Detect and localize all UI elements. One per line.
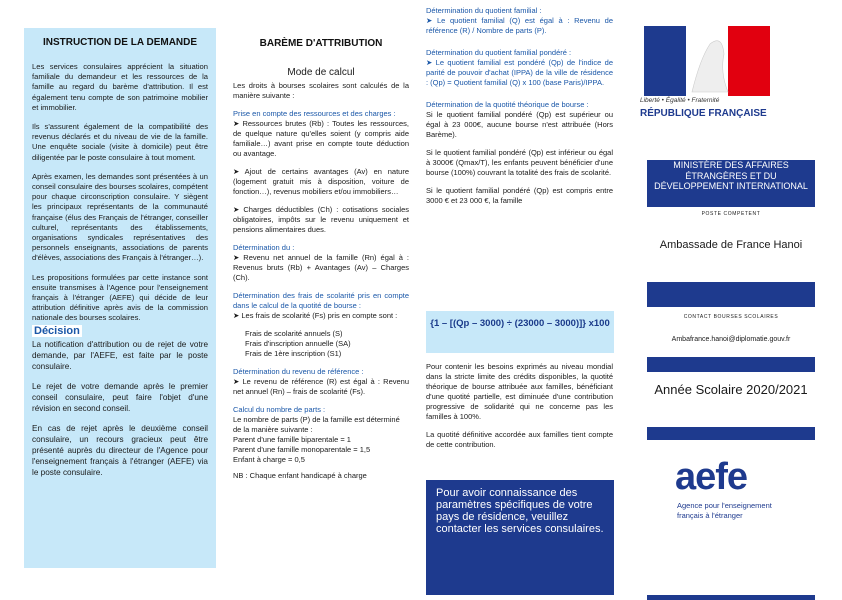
instruction-para-2: Ils s'assurent également de la compatibilité des revenus déclarés et du niveau de vie de la famille. Une enquête sociale (visite à domicile) peut être diligentée par le poste consulaire à tout moment. <box>32 122 208 162</box>
qt-para-2: Si le quotient familial pondéré (Qp) est inférieur ou égal à 3000€ (Qmax/T), les enfants peuvent bénéficier d'une bourse (100%) couvrant la totalité des frais de scolarité. <box>426 148 613 177</box>
quotity-formula: {1 – [(Qp – 3000) ÷ (23000 – 3000)]} x100 <box>426 311 614 353</box>
bareme-intro: Les droits à bourses scolaires sont calculés de la manière suivante : <box>233 81 409 100</box>
aefe-logo: aefe <box>675 456 748 498</box>
qfp-title: Détermination du quotient familial pondéré : <box>426 48 572 57</box>
fees-item: Les frais de scolarité (Fs) pris en compte sont : <box>241 311 398 320</box>
quotity-after <box>426 362 613 458</box>
contact-consular-box: Pour avoir connaissance des paramètres spécifiques de votre pays de résidence, veuillez contacter les services consulaires. <box>426 480 614 595</box>
instruction-heading: INSTRUCTION DE LA DEMANDE <box>42 37 198 48</box>
instruction-para-4: Les propositions formulées par cette instance sont ensuite transmises à l'Agence pour l'enseignement français à l'étranger (AEFE) qui décide de leur attribution définitive après avis de la commission nationale des bourses scolaires. <box>32 272 208 323</box>
resources-item-2: Ajout de certains avantages (Av) en nature (logement gratuit mis à disposition, voiture de fonction…), revenus mobiliers et/ou immobiliers… <box>233 167 409 196</box>
final-quotity-para: La quotité définitive accordée aux familles tient compte de cette contribution. <box>426 430 613 449</box>
instruction-para-1: Les services consulaires apprécient la situation familiale du demandeur et les ressources de la famille au regard du barème d'attribution. Il est également tenu compte de son patrimoine mobilier et immobilier. <box>32 62 208 112</box>
panel-bareme: BARÈME D'ATTRIBUTION Mode de calcul Les droits à bourses scolaires sont calculés de la manière suivante : Prise en compte des ressources et des charges : ➤ Ressources brutes (Rb) : Toutes les ressources, de quelque nature qu'elles soient (y compris aide familiale…) avant prise en compte toute déduction ou avantage. ➤ Ajout de certains avantages (Av) en nature (logement gratuit mis à disposition, voiture de fonction…), revenus mobiliers et/ou immobiliers… ➤ Charges déductibles (Ch) : cotisations sociales obligatoires, impôts sur le revenu uniquement et pensions alimentaires dues. Détermination du : ➤ Revenu net annuel de la famille (Rn) égal à : Revenus bruts (Rb) + Avantages (Av) – Charges (Ch). Détermination des frais de scolarité pris en compte dans le calcul de la quotité de bourse : ➤ Les frais de scolarité (Fs) pris en compte sont : Frais de scolarité annuels (S) Frais d'inscription annuelle (SA) Frais de 1ère inscription (S1) Détermination du revenu de référence : ➤ Le revenu de référence (R) est égal à : Revenu net annuel (Rn) – frais de scolarité (Fs). Calcul du nombre de parts : Le nombre de parts (P) de la famille est déterminé de la manière suivante : Parent d'une famille biparentale = 1 Parent d'une famille monoparentale = 1,5 Enfant à charge = 0,5 NB : Chaque enfant handicapé à charge <box>233 38 409 480</box>
reference-income-title: Détermination du revenu de référence : <box>233 367 364 376</box>
aefe-tagline: Agence pour l'enseignement français à l'étranger <box>677 501 772 520</box>
qfp-item: Le quotient familial est pondéré (Qp) de l'indice de parité de pouvoir d'achat (IPPA) de la ville de résidence : (Qp) = Quotient familial (Q) x 100 (base Paris)/IPPA. <box>426 58 613 87</box>
school-year: Année Scolaire 2020/2021 <box>654 382 808 397</box>
resources-title: Prise en compte des ressources et des charges : <box>233 109 396 118</box>
parts-line: Parent d'une famille monoparentale = 1,5 <box>233 445 371 454</box>
bareme-heading: BARÈME D'ATTRIBUTION <box>259 38 383 49</box>
fees-list-item: Frais de scolarité annuels (S) <box>245 329 343 338</box>
instruction-para-5: La notification d'attribution ou de rejet de votre demande, par l'AEFE, est faite par le poste consulaire. <box>32 339 208 371</box>
poste-box <box>647 207 815 282</box>
school-year-box <box>647 372 815 427</box>
fees-title: Détermination des frais de scolarité pris en compte dans le calcul de la quotité de bourse : <box>233 291 409 310</box>
qt-title: Détermination de la quotité théorique de bourse : <box>426 100 589 109</box>
instruction-para-7: En cas de rejet après le deuxième conseil consulaire, un recours gracieux peut être présenté auprès du directeur de l'Agence pour l'enseignement français à l'étranger (AEFE) via le poste consulaire. <box>32 423 208 477</box>
net-income-item: Revenu net annuel de la famille (Rn) égal à : Revenus bruts (Rb) + Avantages (Av) – Charges (Ch). <box>233 253 409 282</box>
reference-income-item: Le revenu de référence (R) est égal à : Revenu net annuel (Rn) – frais de scolarité (Fs). <box>233 377 409 396</box>
instruction-para-3: Après examen, les demandes sont présentées à un conseil consulaire des bourses scolaires, compétent pour chaque circonscription consulaire. Y siègent les principaux représentants de la communauté française (élus des Français de l'étranger, conseiller culturel, représentants des établissements, organisations syndicales représentatives des personnels enseignants, associations de parents d'élèves, associations des Français à l'étranger…). <box>32 171 208 263</box>
panel-instruction <box>24 28 216 568</box>
qf-item: Le quotient familial (Q) est égal à : Revenu de référence (R) / Nombre de parts (P). <box>426 16 613 35</box>
aefe-box <box>647 440 815 595</box>
poste-label: POSTE COMPETENT <box>701 211 761 217</box>
net-income-title: Détermination du : <box>233 243 295 252</box>
resources-item-1: Ressources brutes (Rb) : Toutes les ressources, de quelque nature qu'elles soient (y compris aide familiale…) avant prise en compte toute déduction ou avantage. <box>233 119 409 158</box>
embassy-name: Ambassade de France Hanoi <box>659 239 803 251</box>
contact-email[interactable]: Ambafrance.hanoi@diplomatie.gouv.fr <box>671 336 791 343</box>
republic-name: RÉPUBLIQUE FRANÇAISE <box>640 108 767 119</box>
decision-label: Décision <box>34 324 80 337</box>
panel-quotient: Détermination du quotient familial : ➤ Le quotient familial (Q) est égal à : Revenu de référence (R) / Nombre de parts (P). Détermination du quotient familial pondéré : ➤ Le quotient familial est pondéré (Qp) de l'indice de parité de pouvoir d'achat (IPPA) de la ville de résidence : (Qp) = Quotient familial (Q) x 100 (base Paris)/IPPA. Détermination de la quotité théorique de bourse : Si le quotient familial pondéré (Qp) est supérieur ou égal à 23 000€, aucune bourse n'est attribuée (Hors Barème). Si le quotient familial pondéré (Qp) est inférieur ou égal à 3000€ (Qmax/T), les enfants peuvent bénéficier d'une bourse (100%) couvrant la totalité des frais de scolarité. Si le quotient familial pondéré (Qp) est compris entre 3000 € et 23 000 €, la famille <box>426 6 613 205</box>
motto: Liberté • Égalité • Fraternité <box>640 97 720 104</box>
ministry-title: MINISTÈRE DES AFFAIRES ÉTRANGÈRES ET DU DÉVELOPPEMENT INTERNATIONAL <box>654 160 808 191</box>
parts-line: Enfant à charge = 0,5 <box>233 455 305 464</box>
qf-title: Détermination du quotient familial : <box>426 6 542 15</box>
parts-line: Parent d'une famille biparentale = 1 <box>233 435 351 444</box>
republique-logo <box>632 14 782 144</box>
instruction-para-6: Le rejet de votre demande après le premier conseil consulaire, peut faire l'objet d'une révision en second conseil. <box>32 381 208 413</box>
parts-cut-line: NB : Chaque enfant handicapé à charge <box>233 471 367 480</box>
qt-para-1: Si le quotient familial pondéré (Qp) est supérieur ou égal à 23 000€, aucune bourse n'est attribuée (Hors Barème). <box>426 110 613 139</box>
contact-label: CONTACT BOURSES SCOLAIRES <box>683 314 779 320</box>
fees-list-item: Frais d'inscription annuelle (SA) <box>245 339 351 348</box>
fees-list-item: Frais de 1ère inscription (S1) <box>245 349 342 358</box>
parts-title: Calcul du nombre de parts : <box>233 405 326 414</box>
solidarity-para: Pour contenir les besoins exprimés au niveau mondial dans la stricte limite des crédits disponibles, la quotité théorique de bourse attribuée aux familles, bénéficiant d'une quotité partielle, est diminuée d'une contribution progressive de solidarité qui ne concerne pas les familles à 100%. <box>426 362 613 421</box>
qt-para-3: Si le quotient familial pondéré (Qp) est compris entre 3000 € et 23 000 €, la famille <box>426 186 613 205</box>
parts-line: Le nombre de parts (P) de la famille est déterminé de la manière suivante : <box>233 415 400 434</box>
mode-calcul-heading: Mode de calcul <box>287 67 355 78</box>
resources-item-3: Charges déductibles (Ch) : cotisations sociales obligatoires, impôts sur le revenu uniquement et pensions alimentaires dues. <box>233 205 409 234</box>
contact-box <box>647 307 815 357</box>
